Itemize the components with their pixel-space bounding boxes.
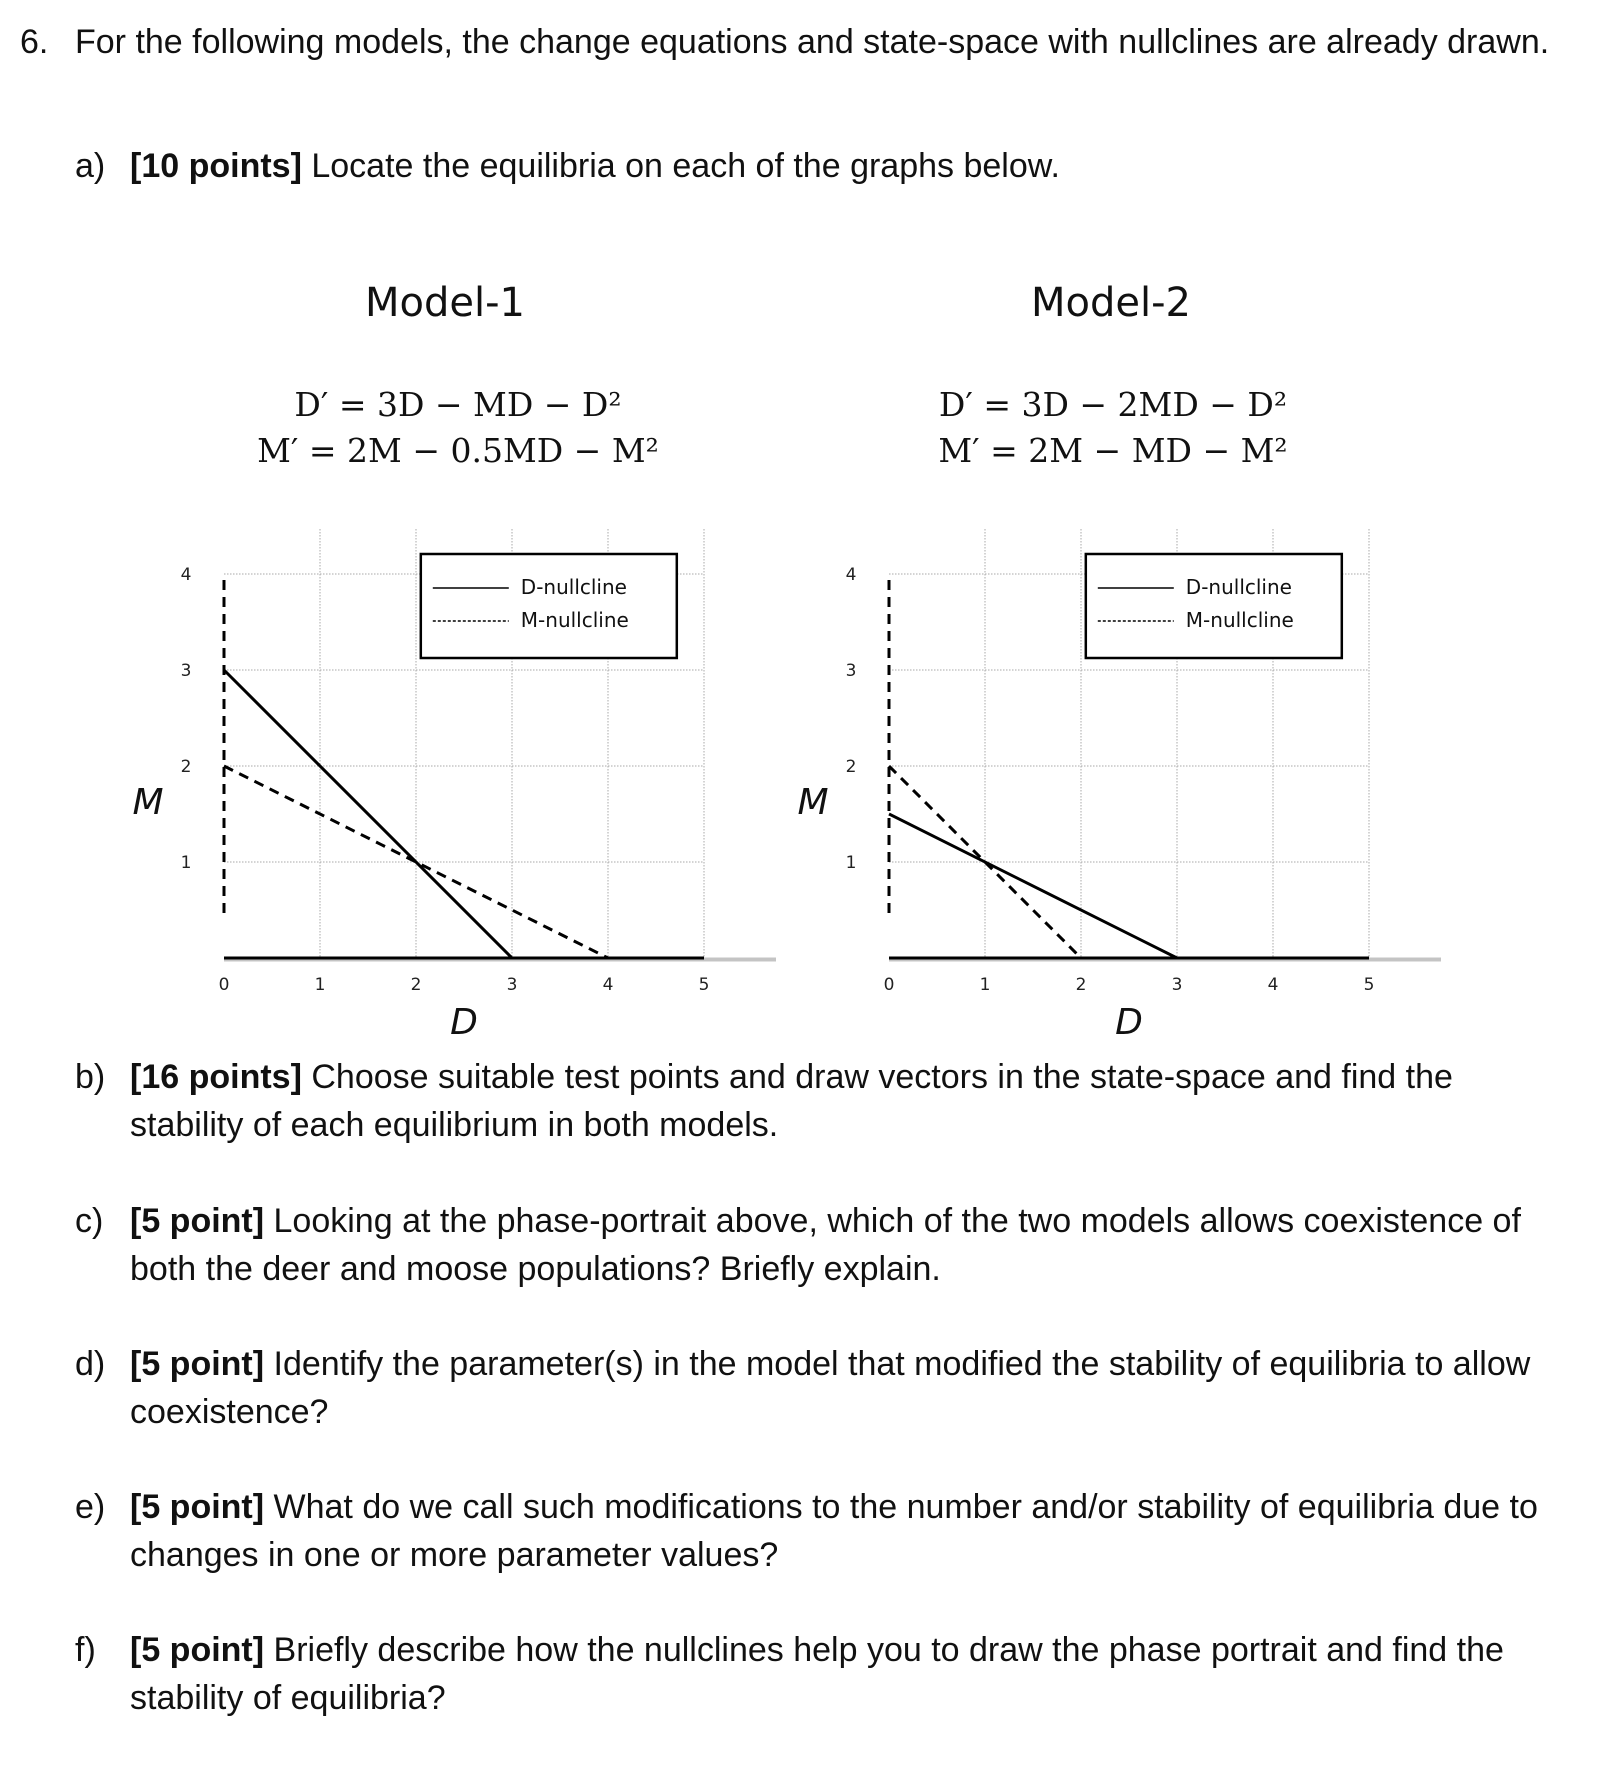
x-tick-label: 3 (1171, 975, 1183, 995)
x-tick-label: 3 (506, 975, 518, 995)
model-2-equations (813, 382, 1413, 474)
y-tick-label: 4 (180, 565, 192, 585)
part-body: Locate the equilibria on each of the graphs below. (301, 147, 1060, 185)
x-tick-label: 1 (314, 975, 326, 995)
part-points: [10 points] (130, 147, 302, 185)
y-tick-label: 3 (180, 661, 192, 681)
model-1-chart (120, 520, 800, 1040)
legend-entry: D-nullcline (520, 575, 627, 599)
part-body: Briefly describe how the nullclines help you to draw the phase portrait and find the stability of equilibria? (130, 1631, 1504, 1717)
part-points: [5 point] (130, 1202, 265, 1240)
model-1-title: Model-1 (365, 280, 525, 326)
model-2-title: Model-2 (1031, 280, 1191, 326)
question-text: For the following models, the change equations and state-space with nullclines are already drawn. (75, 23, 1550, 61)
legend-entry: M-nullcline (520, 608, 629, 632)
x-tick-label: 4 (1267, 975, 1279, 995)
part-body: Looking at the phase-portrait above, which of the two models allows coexistence of both the deer and moose populations? Briefly explain. (130, 1202, 1521, 1288)
part-points: [5 point] (130, 1631, 265, 1669)
x-axis-label: D (1115, 1002, 1143, 1040)
y-tick-label: 4 (845, 565, 857, 585)
y-tick-label: 2 (180, 757, 192, 777)
part-label: b) (75, 1058, 106, 1096)
x-tick-label: 0 (883, 975, 895, 995)
x-tick-label: 4 (602, 975, 614, 995)
x-tick-label: 5 (1363, 975, 1375, 995)
y-axis-label: M (132, 782, 164, 823)
legend-entry: M-nullcline (1185, 608, 1294, 632)
model-1-equations (158, 382, 758, 474)
part-label: c) (75, 1202, 104, 1240)
d-nullcline-line (224, 670, 512, 958)
x-tick-label: 0 (218, 975, 230, 995)
y-tick-label: 1 (845, 853, 857, 873)
part-label: f) (75, 1631, 96, 1669)
x-tick-label: 1 (979, 975, 991, 995)
model-2-chart (785, 520, 1465, 1040)
y-axis-label: M (797, 782, 829, 823)
part-body: Identify the parameter(s) in the model that modified the stability of equilibria to allow coexistence? (130, 1345, 1531, 1431)
part-points: [5 point] (130, 1488, 265, 1526)
x-tick-label: 2 (1075, 975, 1087, 995)
part-points: [5 point] (130, 1345, 265, 1383)
legend-box (421, 554, 677, 658)
part-text (130, 1626, 1540, 1722)
y-tick-label: 3 (845, 661, 857, 681)
model-1-eq-d: D′ = 3D − MD − D² (294, 385, 622, 424)
model-2-eq-m: M′ = 2M − MD − M² (938, 431, 1288, 470)
part-label: e) (75, 1488, 106, 1526)
model-2-eq-d: D′ = 3D − 2MD − D² (938, 385, 1288, 424)
part-points: [16 points] (130, 1058, 302, 1096)
question-number: 6. (20, 23, 49, 61)
model-1-eq-m: M′ = 2M − 0.5MD − M² (257, 431, 659, 470)
part-text (130, 1197, 1540, 1293)
part-body: Choose suitable test points and draw vectors in the state-space and find the stability of each equilibrium in both models. (130, 1058, 1453, 1144)
part-text (130, 1483, 1540, 1579)
legend-entry: D-nullcline (1185, 575, 1292, 599)
part-text (130, 142, 1540, 190)
part-label: a) (75, 147, 106, 185)
part-label: d) (75, 1345, 106, 1383)
y-tick-label: 2 (845, 757, 857, 777)
d-nullcline-line (889, 814, 1177, 958)
part-body: What do we call such modifications to the number and/or stability of equilibria due to changes in one or more parameter values? (130, 1488, 1538, 1574)
part-text (130, 1053, 1540, 1149)
legend-box (1086, 554, 1342, 658)
part-text (130, 1340, 1540, 1436)
y-tick-label: 1 (180, 853, 192, 873)
x-tick-label: 5 (698, 975, 710, 995)
x-tick-label: 2 (410, 975, 422, 995)
x-axis-label: D (450, 1002, 478, 1040)
